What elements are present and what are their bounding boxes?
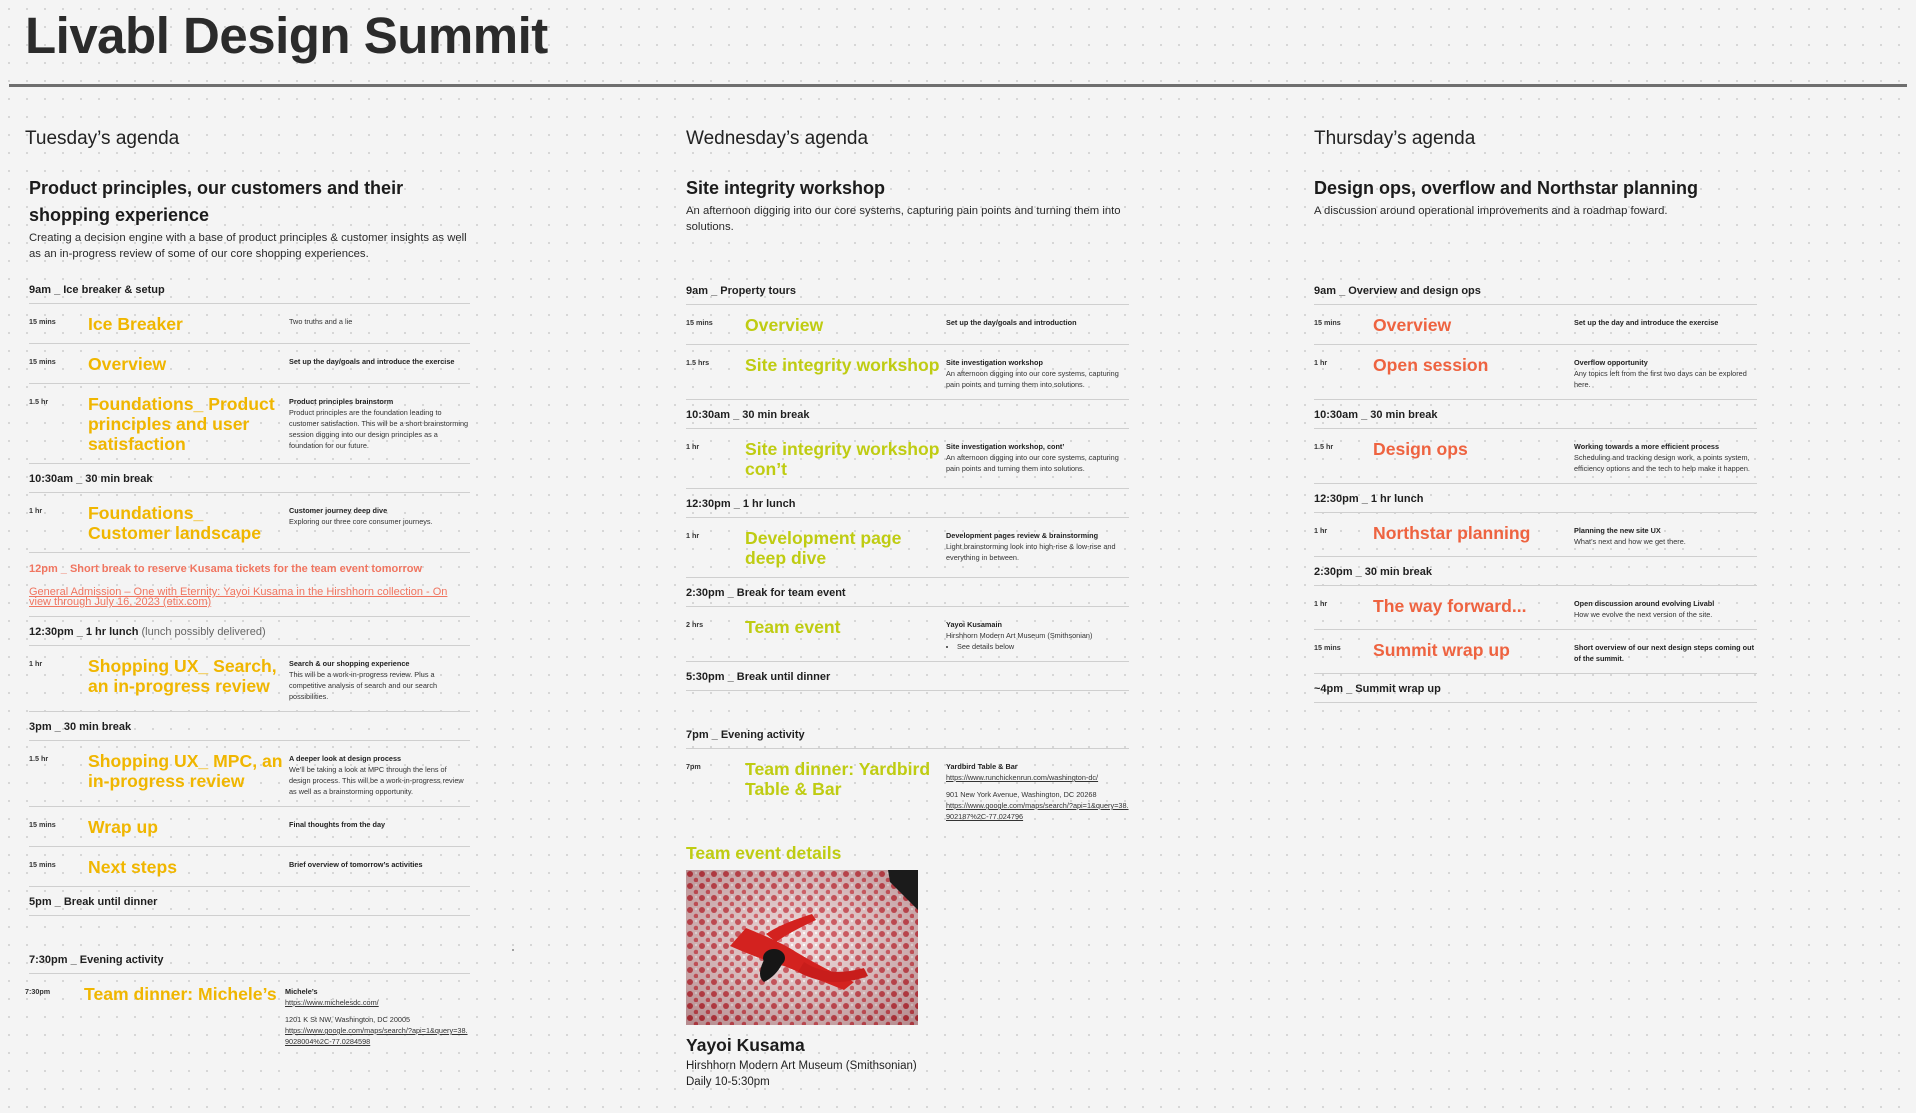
item-duration: 1 hr (1314, 599, 1328, 608)
item-description (946, 439, 1129, 479)
item-description-text: How we evolve the next version of the site. (1574, 610, 1713, 619)
restaurant-address: 901 New York Avenue, Washington, DC 20268 (946, 790, 1097, 799)
item-description-text: An afternoon digging into our core systems, capturing pain points and turning them into solutions. (946, 453, 1119, 473)
agenda-item (686, 749, 1129, 831)
restaurant-link[interactable]: https://www.michelesdc.com/ (285, 998, 379, 1007)
item-description-title: Yayoi Kusamain (946, 620, 1002, 629)
agenda-item (29, 384, 470, 464)
item-description (289, 817, 470, 837)
item-title: Foundations_ Product principles and user satisfaction (88, 394, 275, 454)
item-title: Overview (745, 315, 824, 335)
agenda-item (29, 304, 470, 344)
item-duration: 7pm (686, 762, 701, 771)
section-header: 12:30pm _ 1 hr lunch (1314, 484, 1757, 513)
item-description-title: Set up the day and introduce the exercise (1574, 318, 1719, 327)
item-description (946, 759, 1129, 822)
agenda-item (29, 847, 470, 887)
section-header: 7pm _ Evening activity (686, 691, 1129, 749)
item-duration: 7:30pm (25, 987, 51, 996)
item-description-text: This will be a work-in-progress review. Plus a competitive analysis of search and our search possibilities. (289, 670, 438, 701)
spacer (285, 1008, 470, 1014)
section-header-note: (lunch possibly delivered) (141, 626, 266, 638)
map-link[interactable]: https://www.google.com/maps/search/?api=1&query=38.9028004%2C-77.0284598 (285, 1026, 468, 1046)
agenda-item (1314, 630, 1757, 674)
item-duration: 15 mins (29, 317, 56, 326)
agenda-item (29, 344, 470, 384)
item-title: Team dinner: Yardbird Table & Bar (745, 759, 931, 799)
item-duration: 1 hr (686, 531, 700, 540)
item-description-title: Open discussion around evolving Livabl (1574, 599, 1715, 608)
opening-hours: Daily 10-5:30pm (686, 1076, 770, 1088)
section-header: ~4pm _ Summit wrap up (1314, 674, 1757, 703)
item-title: Wrap up (88, 817, 159, 837)
agenda-item (1314, 586, 1757, 630)
agenda-item (29, 741, 470, 807)
item-description-text: Scheduling and tracking design work, a points system, efficiency options and the tech to help make it happen. (1574, 453, 1750, 473)
item-description-text: We’ll be taking a look at MPC through the lens of design process. This will be a work-in-progress review as well as a brainstorming opportunity. (289, 765, 464, 796)
item-description-title: Brief overview of tomorrow’s activities (289, 860, 423, 869)
item-title: Team event (745, 617, 841, 637)
day-label: Thursday’s agenda (1314, 128, 1476, 149)
item-title: Shopping UX_ Search, an in-progress review (88, 656, 277, 696)
item-description-text: Product principles are the foundation leading to customer satisfaction. This will be a short brainstorming session digging into our design principles as a foundation for our future. (289, 408, 469, 450)
item-duration: 1 hr (1314, 358, 1328, 367)
day-title: Site integrity workshop (686, 178, 886, 198)
restaurant-address: 1201 K St NW, Washington, DC 20005 (285, 1015, 411, 1024)
item-description-text: Hirshhorn Modern Art Museum (Smithsonian) (946, 631, 1093, 640)
item-title: Team dinner: Michele’s (84, 984, 277, 1004)
item-description-title: Michele’s (285, 987, 318, 996)
agenda-item (686, 518, 1129, 578)
schedule (1314, 276, 1757, 703)
ticket-notice (29, 553, 470, 617)
item-description-title: Site investigation workshop (946, 358, 1043, 367)
item-description (1574, 640, 1757, 664)
item-description (289, 857, 470, 877)
item-description (1574, 315, 1757, 335)
section-header: 2:30pm _ 30 min break (1314, 557, 1757, 586)
item-description (285, 984, 470, 1047)
item-description (946, 617, 1129, 652)
bullet-list (946, 641, 1129, 652)
item-title: Design ops (1373, 439, 1468, 459)
item-duration: 1 hr (29, 659, 43, 668)
day-title: Product principles, our customers and their shopping experience (29, 178, 404, 225)
title-divider (9, 84, 1907, 87)
section-header: 10:30am _ 30 min break (1314, 400, 1757, 429)
item-duration: 1.5 hr (29, 754, 49, 763)
item-description-title: Set up the day/goals and introduce the exercise (289, 357, 455, 366)
agenda-item (29, 807, 470, 847)
item-duration: 1.5 hr (29, 397, 49, 406)
agenda-item (1314, 513, 1757, 557)
item-description-text: Exploring our three core consumer journeys. (289, 517, 433, 526)
item-duration: 1 hr (29, 506, 43, 515)
item-description-title: Working towards a more efficient process (1574, 442, 1720, 451)
bullet-item: • See details below (957, 641, 1129, 652)
item-title: Ice Breaker (88, 314, 183, 334)
item-description-text: An afternoon digging into our core systems, capturing pain points and turning them into solutions. (946, 369, 1119, 389)
item-title: Shopping UX_ MPC, an in-progress review (88, 751, 283, 791)
stray-dot (512, 949, 514, 951)
day-description: Creating a decision engine with a base of product principles & customer insights as well as an in-progress review of some of our core shopping experiences. (29, 232, 467, 260)
section-header: 7:30pm _ Evening activity (29, 916, 470, 974)
thursday-column (1314, 128, 1757, 703)
item-description-title: Overflow opportunity (1574, 358, 1648, 367)
item-description (289, 394, 470, 454)
item-title: Overview (1373, 315, 1452, 335)
item-duration: 1 hr (686, 442, 700, 451)
item-duration: 15 mins (1314, 643, 1341, 652)
artist-name: Yayoi Kusama (686, 1035, 805, 1055)
venue-name: Hirshhorn Modern Art Museum (Smithsonian) (686, 1060, 917, 1072)
agenda-item (686, 345, 1129, 400)
day-label: Tuesday’s agenda (25, 128, 180, 149)
item-duration: 1 hr (1314, 526, 1328, 535)
section-header-text: 12:30pm _ 1 hr lunch (29, 626, 139, 638)
section-header: 3pm _ 30 min break (29, 712, 470, 741)
agenda-item (686, 607, 1129, 662)
item-description-title: Final thoughts from the day (289, 820, 386, 829)
item-description (946, 528, 1129, 568)
item-duration: 1.5 hr (1314, 442, 1334, 451)
item-description-title: Yardbird Table & Bar (946, 762, 1018, 771)
item-description (1574, 355, 1757, 390)
schedule (686, 276, 1129, 1090)
item-description-text: Any topics left from the first two days can be explored here. (1574, 369, 1747, 389)
agenda-item (25, 974, 470, 1056)
restaurant-link[interactable]: https://www.runchickenrun.com/washington-dc/ (946, 773, 1099, 782)
item-description-title: Planning the new site UX (1574, 526, 1661, 535)
item-duration: 2 hrs (686, 620, 704, 629)
agenda-item (1314, 305, 1757, 345)
item-description (289, 503, 470, 543)
item-title: Summit wrap up (1373, 640, 1510, 660)
item-description-title: A deeper look at design process (289, 754, 402, 763)
section-header: 10:30am _ 30 min break (29, 464, 470, 493)
team-event-details (686, 843, 1129, 1090)
day-description: An afternoon digging into our core systems, capturing pain points and turning them into solutions. (686, 205, 1121, 233)
agenda-item (686, 305, 1129, 345)
item-title: Open session (1373, 355, 1489, 375)
item-description: Two truths and a lie (289, 317, 353, 326)
map-link[interactable]: https://www.google.com/maps/search/?api=1&query=38.902187%2C-77.024796 (946, 801, 1129, 821)
section-header (29, 617, 470, 646)
item-duration: 15 mins (1314, 318, 1341, 327)
item-title: Next steps (88, 857, 177, 877)
item-title: Site integrity workshop con’t (745, 439, 940, 479)
section-header: 10:30am _ 30 min break (686, 400, 1129, 429)
item-title: Foundations_ Customer landscape (88, 503, 262, 543)
section-header: 9am _ Property tours (686, 276, 1129, 305)
day-label: Wednesday’s agenda (686, 128, 869, 149)
team-event-details-title: Team event details (686, 843, 842, 863)
section-header: 9am _ Overview and design ops (1314, 276, 1757, 305)
item-title: Development page deep dive (745, 528, 902, 568)
item-duration: 15 mins (686, 318, 713, 327)
item-description-text: Light brainstorming look into high-rise & low-rise and everything in between. (946, 542, 1116, 562)
item-description (289, 751, 470, 797)
agenda-item (29, 493, 470, 553)
tuesday-column (25, 128, 470, 1056)
item-description-text: What’s next and how we get there. (1574, 537, 1686, 546)
section-header: 9am _ Ice breaker & setup (29, 275, 470, 304)
item-description-title: Customer journey deep dive (289, 506, 388, 515)
item-description (289, 354, 470, 374)
item-description (1574, 523, 1757, 547)
item-description (1574, 596, 1757, 620)
item-description (289, 656, 470, 702)
item-description-title: Short overview of our next design steps coming out of the summit. (1574, 643, 1755, 663)
section-header: 2:30pm _ Break for team event (686, 578, 1129, 607)
item-title: Site integrity workshop (745, 355, 940, 375)
item-description-title: Development pages review & brainstorming (946, 531, 1099, 540)
item-duration: 15 mins (29, 860, 56, 869)
day-description: A discussion around operational improvements and a roadmap foward. (1314, 205, 1668, 217)
item-title: The way forward... (1373, 596, 1527, 616)
ticket-link[interactable]: General Admission – One with Eternity: Yayoi Kusama in the Hirshhorn collection - On view through July 16, 2023 (etix.com) (29, 586, 448, 608)
item-duration: 15 mins (29, 357, 56, 366)
section-header: 5pm _ Break until dinner (29, 887, 470, 916)
item-description-title: Set up the day/goals and introduction (946, 318, 1077, 327)
section-header: 5:30pm _ Break until dinner (686, 662, 1129, 691)
item-description-title: Site investigation workshop, cont’ (946, 442, 1065, 451)
spacer (946, 783, 1129, 789)
item-title: Northstar planning (1373, 523, 1531, 543)
item-description (946, 315, 1129, 335)
section-header: 12:30pm _ 1 hr lunch (686, 489, 1129, 518)
item-duration: 1.5 hrs (686, 358, 710, 367)
wednesday-column (686, 128, 1129, 1090)
schedule (25, 275, 470, 1056)
agenda-item (686, 429, 1129, 489)
page-title: Livabl Design Summit (25, 7, 548, 64)
item-title: Overview (88, 354, 167, 374)
agenda-item (29, 646, 470, 712)
agenda-item (1314, 345, 1757, 400)
agenda-item (1314, 429, 1757, 484)
item-duration: 15 mins (29, 820, 56, 829)
item-description (946, 355, 1129, 390)
item-description-title: Product principles brainstorm (289, 397, 394, 406)
item-description-title: Search & our shopping experience (289, 659, 410, 668)
ticket-notice-text: 12pm _ Short break to reserve Kusama tickets for the team event tomorrow (29, 563, 423, 575)
item-description (1574, 439, 1757, 474)
day-title: Design ops, overflow and Northstar planning (1314, 178, 1699, 198)
kusama-artwork-photo (686, 870, 918, 1025)
